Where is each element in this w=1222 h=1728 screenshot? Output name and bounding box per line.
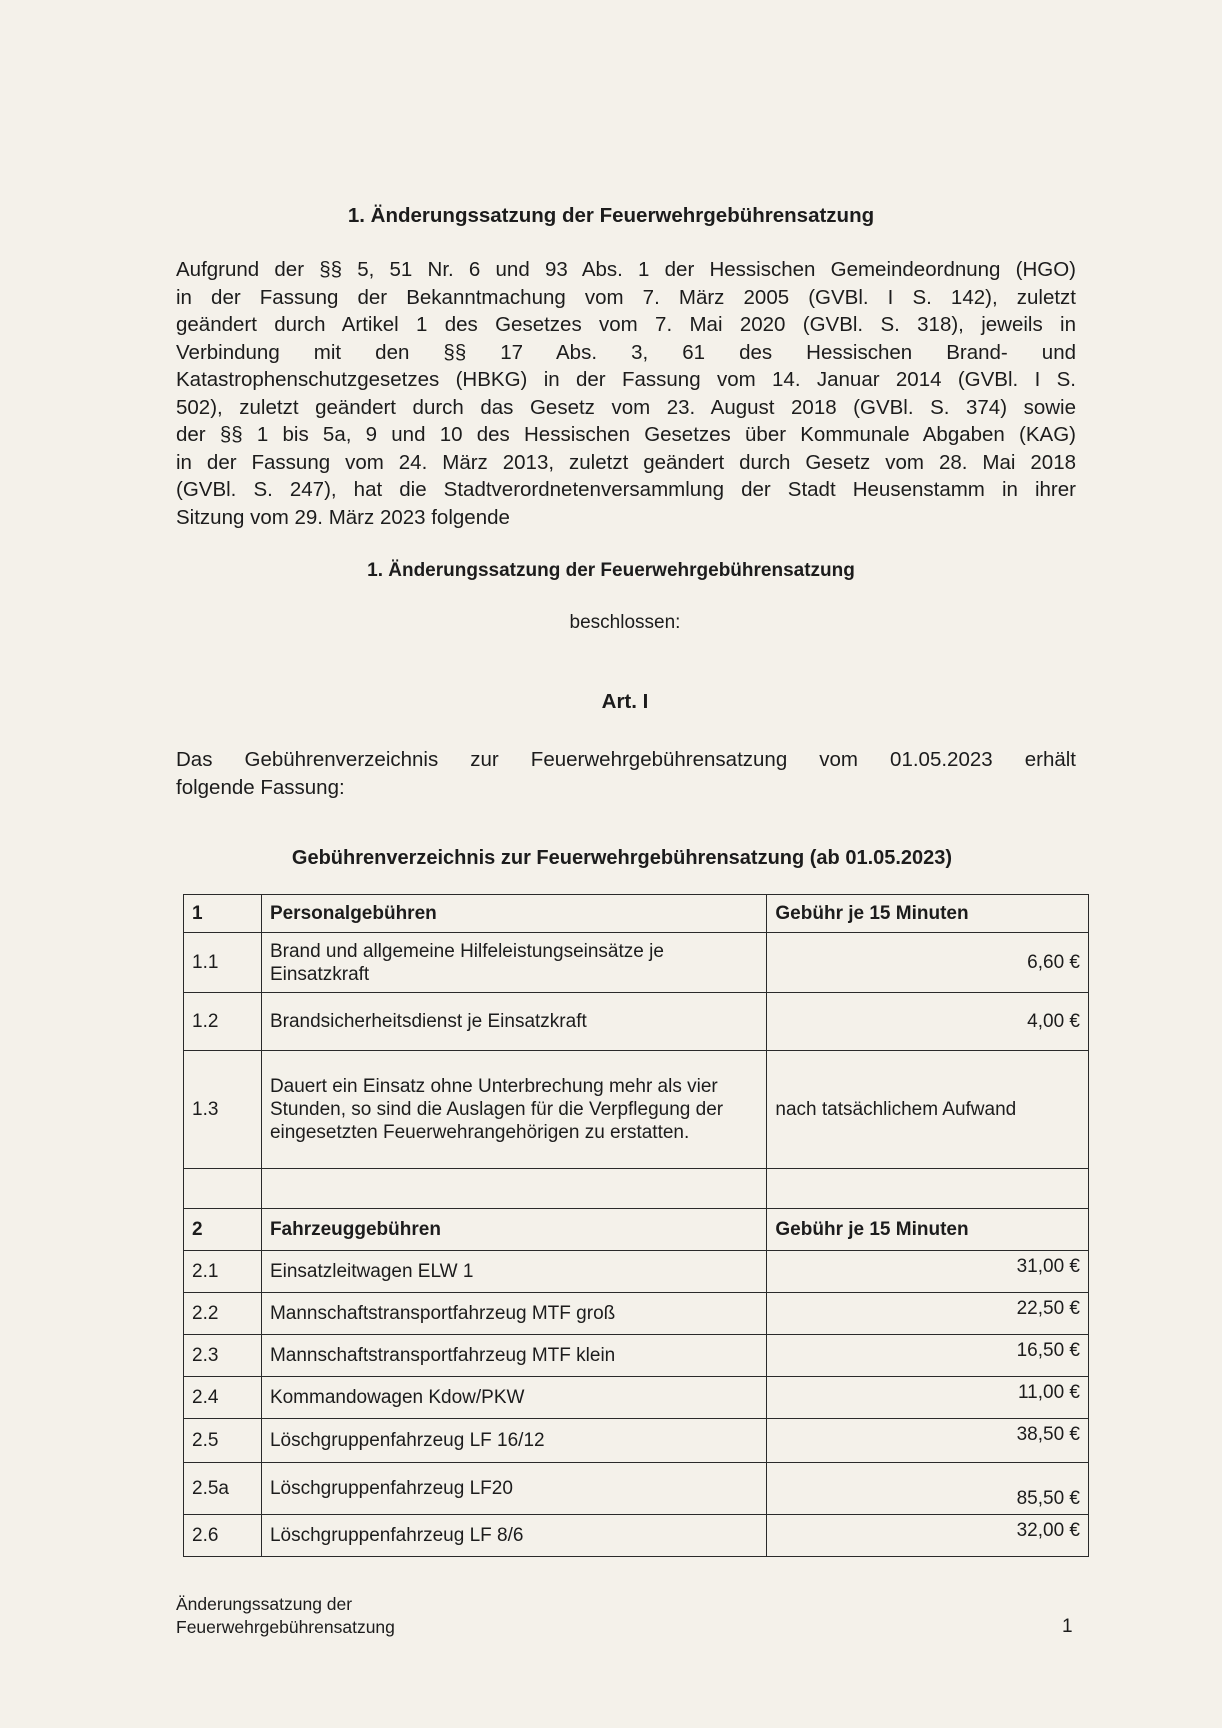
row-label: Dauert ein Einsatz ohne Unterbrechung mehr als vier Stunden, so sind die Auslagen für die Verpflegung der eingesetzten Feuerwehrangehörigen zu erstatten. — [261, 1051, 766, 1169]
row-fee: 38,50 € — [767, 1419, 1089, 1463]
article-line: folgende Fassung: — [176, 775, 345, 799]
row-label: Kommandowagen Kdow/PKW — [261, 1377, 766, 1419]
row-label: Einsatzleitwagen ELW 1 — [261, 1251, 766, 1293]
table-row — [184, 1335, 1089, 1377]
intro-line: in der Fassung der Bekanntmachung vom 7. März 2005 (GVBl. I S. 142), zuletzt — [176, 285, 1076, 309]
table-row — [184, 993, 1089, 1051]
intro-line: Sitzung vom 29. März 2023 folgende — [176, 505, 510, 529]
section-label: Fahrzeuggebühren — [261, 1209, 766, 1251]
table-row — [184, 1463, 1089, 1515]
empty-cell — [767, 1169, 1089, 1209]
intro-line: Verbindung mit den §§ 17 Abs. 3, 61 des Hessischen Brand- und — [176, 340, 1076, 364]
row-number: 2.1 — [184, 1251, 262, 1293]
intro-line: der §§ 1 bis 5a, 9 und 10 des Hessischen Gesetzes über Kommunale Abgaben (KAG) — [176, 423, 1076, 446]
row-fee: 31,00 € — [767, 1251, 1089, 1293]
table-row — [184, 1515, 1089, 1557]
row-number: 2.5 — [184, 1419, 262, 1463]
footer-line: Änderungssatzung der — [176, 1594, 353, 1614]
table-row — [184, 1293, 1089, 1335]
table-row — [184, 1419, 1089, 1463]
section-label: Personalgebühren — [261, 895, 766, 933]
table-row — [184, 933, 1089, 993]
row-fee: nach tatsächlichem Aufwand — [767, 1051, 1089, 1169]
fee-header: Gebühr je 15 Minuten — [767, 895, 1089, 933]
row-number: 2.3 — [184, 1335, 262, 1377]
row-number: 1.2 — [184, 993, 262, 1051]
fee-table-title: Gebührenverzeichnis zur Feuerwehrgebührensatzung (ab 01.05.2023) — [291, 847, 953, 869]
table-row — [184, 1251, 1089, 1293]
intro-line: in der Fassung vom 24. März 2013, zuletzt geändert durch Gesetz vom 28. Mai 2018 — [176, 450, 1076, 474]
section-number: 1 — [184, 895, 262, 933]
table-row — [184, 1377, 1089, 1419]
row-fee: 4,00 € — [767, 993, 1089, 1051]
article-paragraph — [176, 746, 1076, 801]
row-label: Löschgruppenfahrzeug LF 16/12 — [261, 1419, 766, 1463]
row-number: 2.2 — [184, 1293, 262, 1335]
page-footer — [176, 1593, 395, 1639]
fee-table — [183, 894, 1089, 1557]
table-row — [184, 1209, 1089, 1251]
row-fee: 6,60 € — [767, 933, 1089, 993]
row-label: Brand und allgemeine Hilfeleistungseinsätze je Einsatzkraft — [261, 933, 766, 993]
fee-header: Gebühr je 15 Minuten — [767, 1209, 1089, 1251]
table-row — [184, 1169, 1089, 1209]
intro-line: 502), zuletzt geändert durch das Gesetz vom 23. August 2018 (GVBl. S. 374) sowie — [176, 395, 1076, 419]
intro-line: Katastrophenschutzgesetzes (HBKG) in der Fassung vom 14. Januar 2014 (GVBl. I S. — [176, 368, 1076, 391]
intro-line: geändert durch Artikel 1 des Gesetzes vom 7. Mai 2020 (GVBl. S. 318), jeweils in — [176, 313, 1076, 336]
table-row — [184, 1051, 1089, 1169]
row-label: Löschgruppenfahrzeug LF20 — [261, 1463, 766, 1515]
intro-line: (GVBl. S. 247), hat die Stadtverordnetenversammlung der Stadt Heusenstamm in ihrer — [176, 478, 1076, 501]
row-number: 1.1 — [184, 933, 262, 993]
table-row — [184, 895, 1089, 933]
row-fee: 11,00 € — [767, 1377, 1089, 1419]
empty-cell — [261, 1169, 766, 1209]
row-fee: 32,00 € — [767, 1515, 1089, 1557]
article-heading: Art. I — [601, 690, 649, 713]
row-fee: 22,50 € — [767, 1293, 1089, 1335]
empty-cell — [184, 1169, 262, 1209]
intro-line: Aufgrund der §§ 5, 51 Nr. 6 und 93 Abs. 1 der Hessischen Gemeindeordnung (HGO) — [176, 258, 1076, 281]
row-fee: 16,50 € — [767, 1335, 1089, 1377]
section-number: 2 — [184, 1209, 262, 1251]
page-number: 1 — [1062, 1616, 1073, 1637]
statute-subtitle: 1. Änderungssatzung der Feuerwehrgebührensatzung — [367, 560, 855, 581]
row-label: Brandsicherheitsdienst je Einsatzkraft — [261, 993, 766, 1051]
article-line: Das Gebührenverzeichnis zur Feuerwehrgebührensatzung vom 01.05.2023 erhält — [176, 748, 1076, 771]
row-number: 2.4 — [184, 1377, 262, 1419]
document-title: 1. Änderungssatzung der Feuerwehrgebührensatzung — [347, 204, 875, 227]
row-number: 1.3 — [184, 1051, 262, 1169]
footer-line: Feuerwehrgebührensatzung — [176, 1617, 395, 1637]
row-number: 2.6 — [184, 1515, 262, 1557]
decided-label: beschlossen: — [569, 612, 681, 633]
row-label: Mannschaftstransportfahrzeug MTF groß — [261, 1293, 766, 1335]
row-label: Löschgruppenfahrzeug LF 8/6 — [261, 1515, 766, 1557]
row-label: Mannschaftstransportfahrzeug MTF klein — [261, 1335, 766, 1377]
row-number: 2.5a — [184, 1463, 262, 1515]
intro-paragraph — [176, 256, 1076, 531]
row-fee: 85,50 € — [767, 1463, 1089, 1515]
